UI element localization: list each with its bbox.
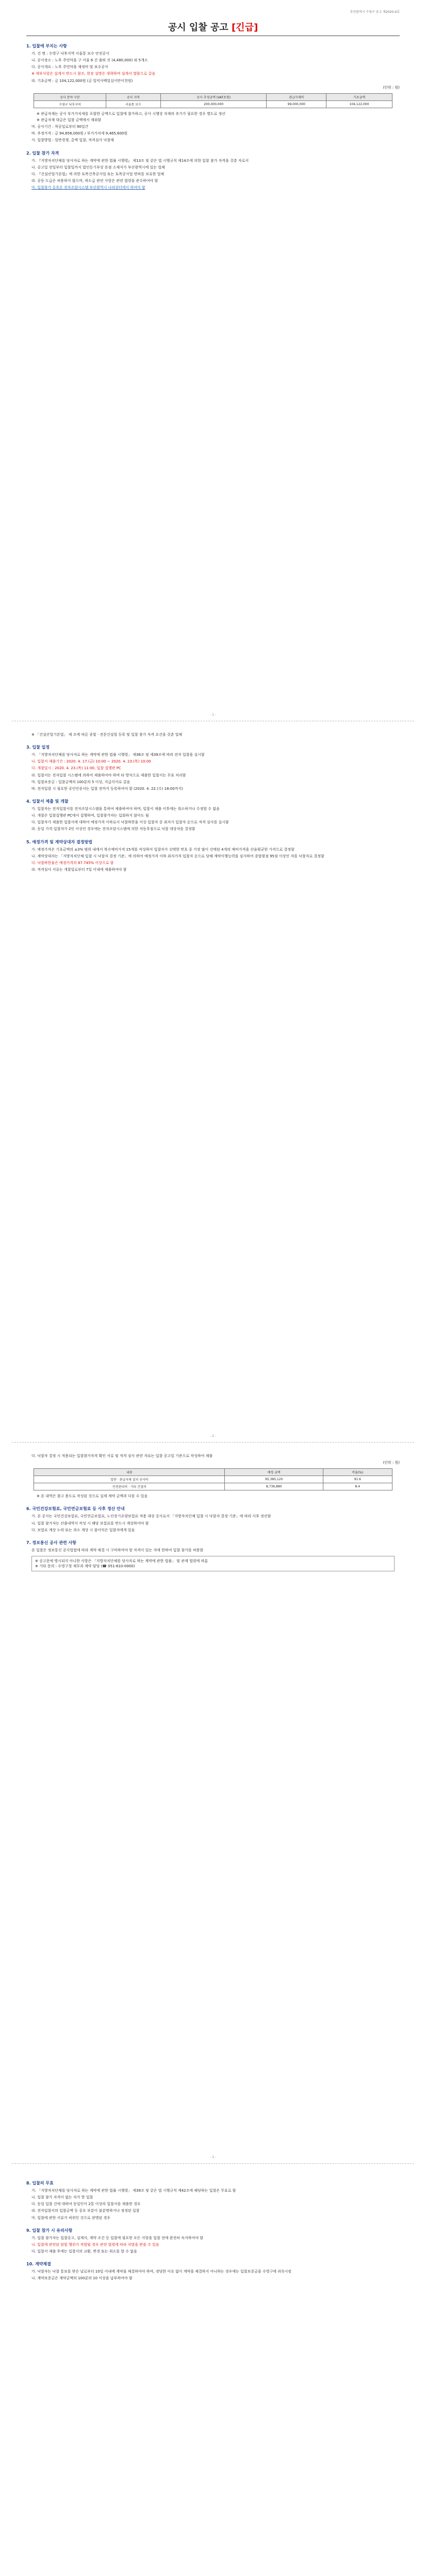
section-heading: 2. 입찰 참가 자격 bbox=[26, 150, 59, 156]
page-number: - 3 - bbox=[210, 2156, 216, 2159]
table-cell: 91.6 bbox=[323, 1476, 392, 1483]
paragraph: 가. 예정가격은 기초금액의 ±3% 범위 내에서 복수예비가격 15개를 작성하여 입찰자가 선택한 번호 중 가장 많이 선택된 4개의 예비가격을 산술평균한 가격으로 결정함 bbox=[31, 847, 294, 852]
paragraph: 라. 동일 가격 입찰자가 2인 이상인 경우에는 전자조달시스템에 의한 자동추첨으로 낙찰 대상자를 결정함 bbox=[31, 827, 195, 832]
note: ※ 관급자재는 공사 부가가치세를 포함한 금액으로 입찰에 참가하고, 공사 시행상 자재의 추가가 필요한 경우 별도로 정산 bbox=[37, 111, 226, 116]
paragraph: 다. 입찰자가 제출한 입찰서에 대하여 예정가격 이하로서 낙찰하한율 이상 입찰자 중 최저가 입찰자 순으로 적격 심사를 실시함 bbox=[31, 820, 229, 825]
paragraph: 나. 계약보증금은 계약금액의 100분의 10 이상을 납부하여야 함 bbox=[31, 2276, 133, 2281]
paragraph: 바. 전자입찰 시 필요한 공인인증서는 입찰 전까지 등록하여야 함 (2020. 4. 22.(수) 18:00까지) bbox=[31, 786, 183, 791]
rate-text: 다. 낙찰하한율은 예정가격의 87.745% 이상으로 함 bbox=[31, 860, 114, 865]
document-page-1 bbox=[12, 0, 414, 721]
note: ※ 본 내역은 참고 용도로 작성된 것으로 실제 계약 금액과 다를 수 있음 bbox=[37, 1494, 148, 1499]
table-cell: 수영구 낙후지역 bbox=[34, 100, 106, 108]
paragraph: 가. 「지방자치단체를 당사자로 하는 계약에 관한 법률 시행령」 제39조 및 같은 법 시행규칙 제42조에 해당하는 입찰은 무효로 함 bbox=[31, 2189, 236, 2193]
table-header-row bbox=[34, 1469, 392, 1476]
paragraph: 가. 『지방자치단체를 당사자로 하는 계약에 관한 법률 시행령』 제13조 및 같은 법 시행규칙 제14조에 의한 입찰 참가 자격을 갖춘 자로서 bbox=[31, 158, 249, 163]
section-heading: 10. 계약체결 bbox=[26, 2262, 51, 2267]
table-header: 관급자재비 bbox=[267, 93, 326, 100]
unit-label: (단위 : 원) bbox=[383, 85, 400, 90]
paragraph: 마. 입찰보증금 : 입찰금액의 100분의 5 이상, 지급각서로 갈음 bbox=[31, 779, 130, 784]
title-main: 공시 입찰 공고 bbox=[168, 22, 228, 33]
document-page-3 bbox=[12, 1443, 414, 2164]
section-heading: 3. 입찰 일정 bbox=[26, 745, 50, 750]
table-header: 비율(%) bbox=[323, 1469, 392, 1476]
paragraph: 나. 입찰 참가자는 산출내역서 작성 시 해당 보험료를 반드시 계상하여야 함 bbox=[31, 1521, 149, 1526]
table-header: 기초금액 bbox=[326, 93, 392, 100]
table-row bbox=[34, 1476, 392, 1483]
paragraph: 다. 보험료 계상 누락 또는 과소 계상 시 불이익은 입찰자에게 있음 bbox=[31, 1528, 135, 1532]
table-cell: 200,000,000 bbox=[161, 100, 267, 108]
note: ※ 관급자재 대금은 입찰 금액에서 제외함 bbox=[37, 117, 102, 122]
link-text[interactable]: 마. 입찰참가 등록은 전자조달시스템 부산광역시 나라장터에서 하여야 함 bbox=[31, 185, 145, 190]
table-cell: 서울통 보수 bbox=[106, 100, 161, 108]
note-box bbox=[31, 1556, 395, 1571]
paragraph: 가. 건 명 : 수영구 낙후지역 서울통 보수 안전공사 bbox=[31, 52, 109, 56]
paragraph: 사. 입찰방법 : 일반경쟁, 총액 입찰, 적격심사 낙찰제 bbox=[31, 138, 114, 143]
paragraph: 나. 공사장소 : 노후 주민마을 구 서울 6 건 출퇴 진 (4,480,000) 외 5개소 bbox=[31, 58, 148, 63]
section-heading: 8. 입찰의 무효 bbox=[26, 2181, 54, 2185]
paragraph: 라. 적격심사 서류는 개찰일로부터 7일 이내에 제출하여야 함 bbox=[31, 867, 127, 872]
paragraph: 다. 동일 입찰 건에 대하여 동일인이 2통 이상의 입찰서를 제출한 경우 bbox=[31, 2202, 141, 2207]
section-heading: 5. 예정가격 및 계약상대자 결정방법 bbox=[26, 839, 92, 844]
paragraph: 가. 본 공사는 국민건강보험료, 국민연금보험료, 노인장기요양보험료 적용 대상 공사로서 「지방자치단체 입찰 시 낙찰자 결정 기준」에 따라 사후 정산함 bbox=[31, 1514, 271, 1519]
paragraph: 마. 공사기간 : 착공일로부터 90일간 bbox=[31, 125, 89, 129]
paragraph: 라. 입찰서는 전자입찰 시스템에 의하여 제출하여야 하며 타 방식으로 제출한 입찰서는 무효 처리함 bbox=[31, 773, 186, 777]
paragraph: 가. 낙찰자는 낙찰 통보를 받은 날로부터 10일 이내에 계약을 체결하여야 하며, 정당한 이유 없이 계약을 체결하지 아니하는 경우에는 입찰보증금을 수영구에 귀속시킴 bbox=[31, 2269, 292, 2274]
paragraph: 마. 입찰에 관한 서류가 허위인 것으로 판명된 경우 bbox=[31, 2215, 111, 2220]
table-cell: 일반 · 관급자재 설치 공사비 bbox=[34, 1476, 225, 1483]
paragraph: 라. 공동 도급은 허용하지 않으며, 하도급 관련 사항은 관련 법령을 준수하여야 함 bbox=[31, 178, 158, 183]
deadline-text: 나. 입찰서 제출기간 : 2020. 4. 17.(금) 10:00 ~ 2020. 4. 23.(목) 10:00 bbox=[31, 759, 151, 764]
paragraph: 라. 기초금액 : 금 104,122,000원 (금 일억사백일십이만이천원) bbox=[31, 78, 133, 83]
document-page-4 bbox=[12, 2164, 414, 2576]
table-header-row bbox=[34, 93, 392, 100]
table-row bbox=[34, 1483, 392, 1490]
paragraph: 다. 공사개요 : 노후 주민마을 재정비 및 보수공사 bbox=[31, 65, 108, 70]
paragraph: 나. 입찰 참가 자격이 없는 자가 한 입찰 bbox=[31, 2195, 93, 2200]
table-row bbox=[34, 100, 392, 108]
section-heading: 7. 정보통신 공사 관련 사항 bbox=[26, 1540, 77, 1545]
table-header: 배정 금액 bbox=[225, 1469, 323, 1476]
note: ※ 기타 문의 : 수영구청 재무과 계약 담당 (☎ 051-610-0000) bbox=[35, 1564, 135, 1569]
section-heading: 6. 국민건강보험료, 국민연금보험료 등 사후 정산 안내 bbox=[26, 1506, 125, 1512]
table-cell: 8,736,880 bbox=[225, 1483, 323, 1490]
paragraph: 가. 입찰 참가자는 입찰공고, 설계서, 계약 조건 등 입찰에 필요한 모든 사항을 입찰 전에 완전히 숙지하여야 함 bbox=[31, 2235, 204, 2240]
notice: ※ 세부사항은 설계서 반드시 참조, 현장 설명은 생략하며 설계서 열람으로 갈음 bbox=[31, 72, 155, 76]
table-cell: 95,385,120 bbox=[225, 1476, 323, 1483]
title-tag: [긴급] bbox=[231, 22, 258, 33]
allocation-table bbox=[34, 1468, 392, 1490]
paragraph: ※ 「건설산업기본법」 제 조에 따른 종합 · 전문건설업 등록 및 입찰 참가 자격 요건을 갖춘 업체 bbox=[31, 733, 183, 737]
warning-text: 나. 입찰에 관련된 담합 행위가 적발될 경우 관련 법령에 따라 처벌을 받을 수 있음 bbox=[31, 2242, 159, 2247]
paragraph: 다. 낙찰자 결정 시 적용되는 입찰참가자격 확인 서류 및 적격 심사 관련 자료는 입찰 공고일 기준으로 작성하여 제출 bbox=[31, 1454, 213, 1458]
paragraph: 바. 추정가격 : 금 94,656,000원 / 부가가치세 9,465,600원 bbox=[31, 131, 128, 136]
unit-label: (단위 : 원) bbox=[383, 1461, 400, 1465]
opening-date: 다. 개찰일시 : 2020. 4. 23.(목) 11:00, 입찰 집행관 PC bbox=[31, 766, 121, 771]
paragraph: 라. 전자입찰서의 입찰금액 등 중요 부분이 불분명하거나 정정된 입찰 bbox=[31, 2209, 140, 2213]
paragraph: 나. 계약상대자는 「지방자치단체 입찰 시 낙찰자 결정 기준」에 의하여 예정가격 이하 최저가격 입찰자 순으로 당해 계약이행능력을 심사하여 종합평점 95점 이상인 자를 낙찰자로 결정함 bbox=[31, 854, 324, 858]
table-cell: 104,122,000 bbox=[326, 100, 392, 108]
table-header: 공사 추정금액 (VAT포함) bbox=[161, 93, 267, 100]
paragraph: 가. 「지방자치단체를 당사자로 하는 계약에 관한 법률 시행령」 제36조 및 제39조에 따라 전자 입찰을 실시함 bbox=[31, 753, 205, 757]
paragraph: 가. 입찰자는 전자입찰서를 전자조달시스템을 통하여 제출하여야 하며, 입찰서 제출 이후에는 취소하거나 수정할 수 없음 bbox=[31, 806, 220, 811]
table-header: 공사 지역 bbox=[106, 93, 161, 100]
paragraph: 다. 입찰서 제출 후에는 입찰서의 교환, 변경 또는 취소를 할 수 없음 bbox=[31, 2249, 137, 2253]
paragraph: 본 입찰은 정보통신 공사업법에 따라 계약 체결 시 구비하여야 할 자격이 있는 자에 한하여 입찰 참가를 허용함 bbox=[31, 1548, 204, 1552]
paragraph: 나. 개찰은 입찰집행관 PC에서 집행하며, 입찰참가자는 입회하지 않아도 됨 bbox=[31, 814, 149, 818]
table-header: 공사 분야 구분 bbox=[34, 93, 106, 100]
table-header: 내용 bbox=[34, 1469, 225, 1476]
section-heading: 4. 입찰서 제출 및 개찰 bbox=[26, 799, 69, 804]
table-cell: 99,000,000 bbox=[267, 100, 326, 108]
note: ※ 공고문에 명시되지 아니한 사항은 「지방자치단체를 당사자로 하는 계약에 관한 법률」 및 관계 법령에 따름 bbox=[35, 1558, 208, 1563]
cost-table bbox=[34, 93, 392, 108]
table-cell: 안전관리비 · 기타 간접비 bbox=[34, 1483, 225, 1490]
paragraph: 다. 『건설산업기본법』에 의한 토목건축공사업 또는 토목공사업 면허를 보유한 업체 bbox=[31, 172, 165, 176]
page-number: - 1 - bbox=[210, 713, 216, 717]
paragraph: 나. 공고일 전일부터 입찰일까지 법인등기부상 본점 소재지가 부산광역시에 있는 업체 bbox=[31, 165, 165, 170]
page-number: - 2 - bbox=[210, 1434, 216, 1438]
header-meta: 부산광역시 수영구 공고 제2020-4호 bbox=[350, 10, 400, 14]
table-cell: 8.4 bbox=[323, 1483, 392, 1490]
document-page-2 bbox=[12, 721, 414, 1443]
section-heading: 1. 입찰에 부치는 사항 bbox=[26, 44, 67, 48]
section-heading: 9. 입찰 참가 시 유의사항 bbox=[26, 2228, 73, 2233]
page-title bbox=[26, 20, 400, 33]
